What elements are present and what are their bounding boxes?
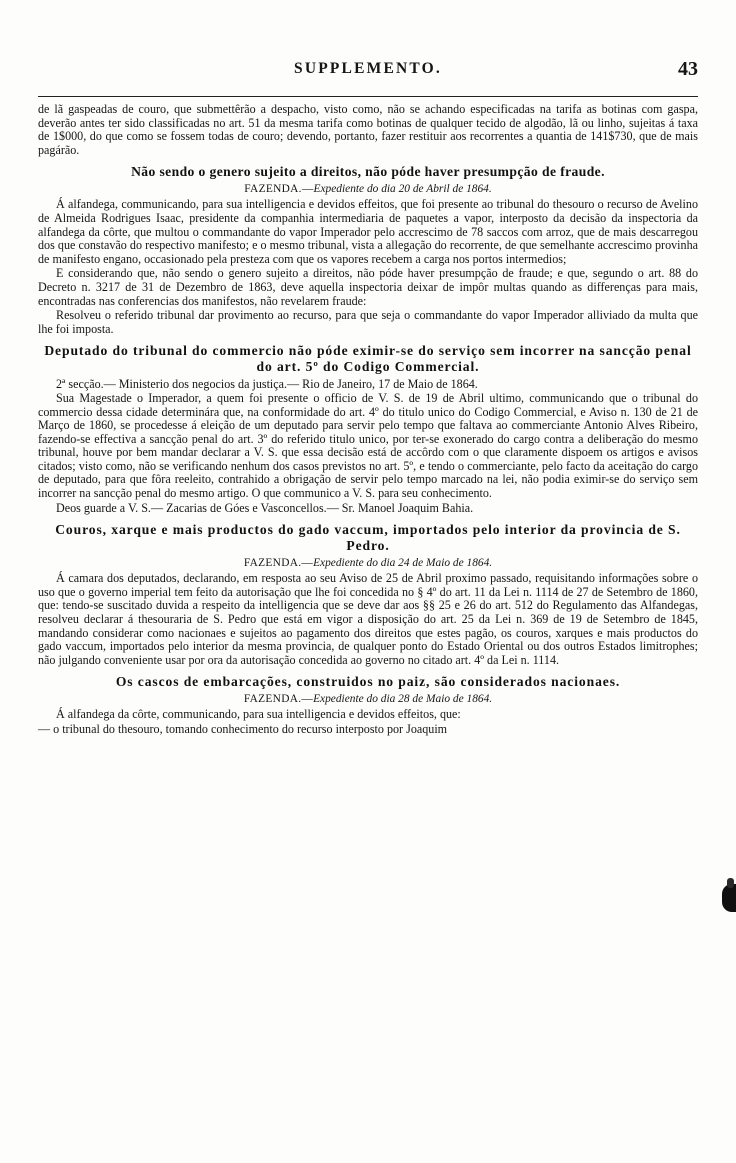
- paragraph: Resolveu o referido tribunal dar provimento ao recurso, para que seja o commandante do vapor Imperador alliviado da multa que lhe foi imposta.: [38, 308, 698, 336]
- paragraph: Deos guarde a V. S.— Zacarias de Góes e Vasconcellos.— Sr. Manoel Joaquim Bahia.: [56, 500, 474, 515]
- section-dateline: [38, 693, 698, 705]
- page-title: SUPPLEMENTO.: [294, 60, 442, 77]
- paragraph: Sua Magestade o Imperador, a quem foi presente o officio de V. S. de 19 de Abril ultimo, communicando que o tribunal do commercio dessa cidade determinára que, na conformidade do art. 4º do titulo unico do Codigo Commercial, e Aviso n. 130 de 21 de Março de 1860, se procedesse á eleição de um deputado para servir pelo tempo que faltava ao commerciante Antonio Alves Ribeiro, fazendo-se effectiva a sancção penal do art. 3º do referido titulo unico, por ter-se exonerado do cargo contra a deliberação do mesmo tribunal, houve por bem mandar declarar a V. S. que essa decisão está de accôrdo com o que claramente dispoem os artigos e avisos citados; visto como, não se verificando nenhum dos casos previstos no art. 5º, e tendo o commerciante, pelo facto da aceitação do cargo de deputado, para que fôra reeleito, contrahido a obrigação de servir pelo tempo marcado na lei, não podia eximir-se do serviço sem incorrer na sancção penal do mesmo artigo. O que communico a V. S. para seu conhecimento.: [38, 390, 698, 501]
- paragraph: Á camara dos deputados, declarando, em resposta ao seu Aviso de 25 de Abril proximo passado, requisitando informações sobre o uso que o governo imperial tem feito da autorisação que lhe foi concedida no § 4º do art. 11 da Lei n. 1114 de 27 de Setembro de 1860, que: tendo-se suscitado duvida a respeito da intelligencia que se deve dar aos §§ 25 e 26 do art. 512 do Regulamento das Alfandegas, resolveu declarar á thesouraria de S. Pedro que está em vigor a disposição do art. 25 da Lei n. 369 de 19 de Setembro de 1845, mandando considerar como nacionaes e sujeitos ao pagamento dos direitos que estes pagão, os couros, xarques e mais productos do gado vaccum, importados pelo interior da mesma provincia, de qualquer ponto do Estado Oriental ou dos outros Estados limitrophes; não julgando conveniente usar por ora da autorisação concedida ao governo no citado art. 4º da Lei n. 1114.: [38, 571, 698, 667]
- section-couros-xarque: [38, 522, 698, 667]
- section-heading: Não sendo o genero sujeito a direitos, não póde haver presumpção de fraude.: [131, 164, 605, 180]
- paragraph: de lã gaspeadas de couro, que submettêrão a despacho, visto como, não se achando especificadas na tarifa as botinas com gaspa, deverão antes ter sido classificadas no art. 51 da mesma tarifa como botinas de qualquer tecido de algodão, lã ou linho, sujeitas á taxa de 1$000, do que como se fossem todas de couro; devendo, portanto, fazer restituir aos recorrentes a quantia de 141$730, que de mais pagárão.: [38, 102, 698, 157]
- section-nao-sendo-genero: [38, 164, 698, 336]
- page-number: 43: [678, 58, 698, 80]
- section-dateline: 2ª secção.— Ministerio dos negocios da justiça.— Rio de Janeiro, 17 de Maio de 1864.: [56, 377, 478, 392]
- section-cascos-embarcacoes: [38, 674, 698, 736]
- dateline-date: Expediente do dia 20 de Abril de 1864.: [313, 183, 492, 196]
- section-heading: Couros, xarque e mais productos do gado vaccum, importados pelo interior da provincia de S. Pedro.: [55, 522, 681, 554]
- paragraph: Á alfandega da côrte, communicando, para sua intelligencia e devidos effeitos, que:: [56, 707, 461, 722]
- paragraph: — o tribunal do thesouro, tomando conhecimento do recurso interposto por Joaquim: [38, 722, 448, 736]
- dateline-source: FAZENDA.—: [244, 183, 314, 196]
- section-dateline: [38, 557, 698, 569]
- dateline-source: FAZENDA.—: [243, 693, 314, 706]
- page-header: [38, 60, 698, 86]
- section-deputado-tribunal-commercio: [38, 343, 698, 515]
- paragraph: Á alfandega, communicando, para sua intelligencia e devidos effeitos, que foi presente ao tribunal do thesouro o recurso de Avelino de Almeida Rodrigues Isaac, presidente da companhia intermediaria de paquetes a vapor, interposto da decisão da inspectoria da alfandega da côrte, que multou o commandante do vapor Imperador pelo accrescimo de 78 saccos com arroz, que de mais descarregou dos que constavão do respectivo manifesto; e o mesmo tribunal, vista a allegação do recorrente, de que semelhante accrescimo provinha de manifesto engano, occasionado pela presteza com que os vapores recebem a carga nos portos intermedios;: [38, 197, 698, 266]
- paragraph: E considerando que, não sendo o genero sujeito a direitos, não póde haver presumpção de fraude; e que, segundo o art. 88 do Decreto n. 3217 de 31 de Dezembro de 1863, deve aquella inspectoria deixar de impôr multas quando as differenças para mais, encontradas nas conferencias dos manifestos, não revelarem fraude:: [38, 266, 698, 308]
- page-content: [38, 60, 698, 739]
- scan-edge-artifact: [722, 884, 736, 912]
- dateline-date: Expediente do dia 28 de Maio de 1864.: [313, 693, 493, 706]
- section-heading: Os cascos de embarcações, construidos no paiz, são considerados nacionaes.: [115, 674, 621, 690]
- section-dateline: [38, 183, 698, 195]
- dateline-source: FAZENDA.—: [243, 557, 314, 570]
- dateline-date: Expediente do dia 24 de Maio de 1864.: [313, 557, 493, 570]
- section-continuation: [38, 103, 698, 157]
- scan-edge-artifact-small: [727, 878, 734, 888]
- section-heading: Deputado do tribunal do commercio não póde eximir-se do serviço sem incorrer na sancção penal do art. 5º do Codigo Commercial.: [44, 343, 692, 375]
- header-divider: [38, 96, 698, 97]
